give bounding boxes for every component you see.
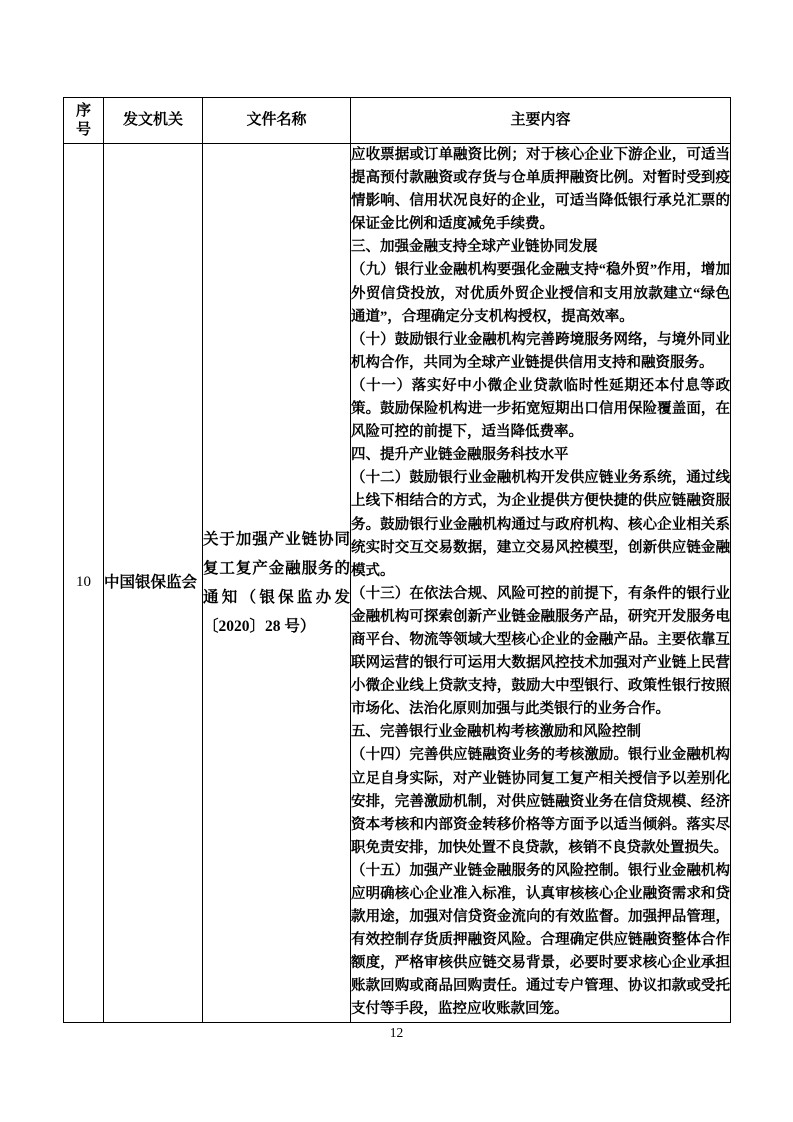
content-paragraph: （十二）鼓励银行业金融机构开发供应链业务系统，通过线上线下相结合的方式，为企业提供方便快捷的供应链融资服务。鼓励银行业金融机构通过与政府机构、核心企业相关系统实时交互交易数据，建立交易风控模型，创新供应链金融模式。 <box>351 470 730 579</box>
cell-serial-number <box>64 144 104 1023</box>
regulations-table-container <box>63 97 730 1023</box>
column-header-doc-name-label: 文件名称 <box>246 112 307 128</box>
column-header-doc-name <box>203 98 351 144</box>
content-paragraph: （十）鼓励银行业金融机构完善跨境服务网络，与境外同业机构合作，共同为全球产业链提供信用支持和融资服务。 <box>351 331 730 371</box>
column-header-serial-label: 序号 <box>75 102 91 138</box>
cell-issuing-agency <box>104 144 203 1023</box>
cell-document-title <box>203 144 351 1023</box>
column-header-main-content-label: 主要内容 <box>510 112 571 128</box>
column-header-main-content <box>351 98 731 144</box>
content-paragraph: 三、加强金融支持全球产业链协同发展 <box>351 239 598 256</box>
table-header-row <box>64 98 731 144</box>
content-paragraph: 应收票据或订单融资比例；对于核心企业下游企业，可适当提高预付款融资或存货与仓单质押融资比例。对暂时受到疫情影响、信用状况良好的企业，可适当降低银行承兑汇票的保证金比例和适度减免手续费。 <box>351 147 730 233</box>
column-header-serial <box>64 98 104 144</box>
main-content-text <box>351 144 730 1022</box>
page-number: 12 <box>389 1025 404 1040</box>
document-title: 关于加强产业链协同复工复产金融服务的通知（银保监办发〔2020〕28 号） <box>203 530 350 635</box>
content-paragraph: （十五）加强产业链金融服务的风险控制。银行业金融机构应明确核心企业准入标准，认真审核核心企业融资需求和贷款用途，加强对信贷资金流向的有效监督。加强押品管理，有效控制存货质押融资风险。合理确定供应链融资整体合作额度，严格审核供应链交易背景，必要时要求核心企业承担账款回购或商品回购责任。通过专户管理、协议扣款或受托支付等手段，监控应收账款回笼。 <box>351 862 730 1018</box>
regulations-table <box>63 97 731 1023</box>
column-header-agency <box>104 98 203 144</box>
table-row <box>64 144 731 1023</box>
content-paragraph: （十四）完善供应链融资业务的考核激励。银行业金融机构立足自身实际，对产业链协同复工复产相关授信予以差别化安排，完善激励机制，对供应链融资业务在信贷规模、经济资本考核和内部资金转移价格等方面予以适当倾斜。落实尽职免责安排，加快处置不良贷款，核销不良贷款处置损失。 <box>351 747 730 856</box>
content-paragraph: 五、完善银行业金融机构考核激励和风险控制 <box>351 724 641 741</box>
column-header-agency-label: 发文机关 <box>122 112 183 128</box>
serial-number: 10 <box>76 574 91 591</box>
content-paragraph: 四、提升产业链金融服务科技水平 <box>351 447 569 464</box>
content-paragraph: （十一）落实好中小微企业贷款临时性延期还本付息等政策。鼓励保险机构进一步拓宽短期出口信用保险覆盖面，在风险可控的前提下，适当降低费率。 <box>351 377 730 441</box>
content-paragraph: （十三）在依法合规、风险可控的前提下，有条件的银行业金融机构可探索创新产业链金融服务产品，研究开发服务电商平台、物流等领域大型核心企业的金融产品。主要依靠互联网运营的银行可运用大数据风控技术加强对产业链上民营小微企业线上贷款支持，鼓励大中型银行、政策性银行按照市场化、法治化原则加强与此类银行的业务合作。 <box>351 585 730 718</box>
issuing-agency: 中国银保监会 <box>104 574 198 592</box>
cell-main-content <box>351 144 731 1023</box>
content-paragraph: （九）银行业金融机构要强化金融支持“稳外贸”作用，增加外贸信贷投放，对优质外贸企业授信和支用放款建立“绿色通道”，合理确定分支机构授权，提高效率。 <box>351 262 730 325</box>
